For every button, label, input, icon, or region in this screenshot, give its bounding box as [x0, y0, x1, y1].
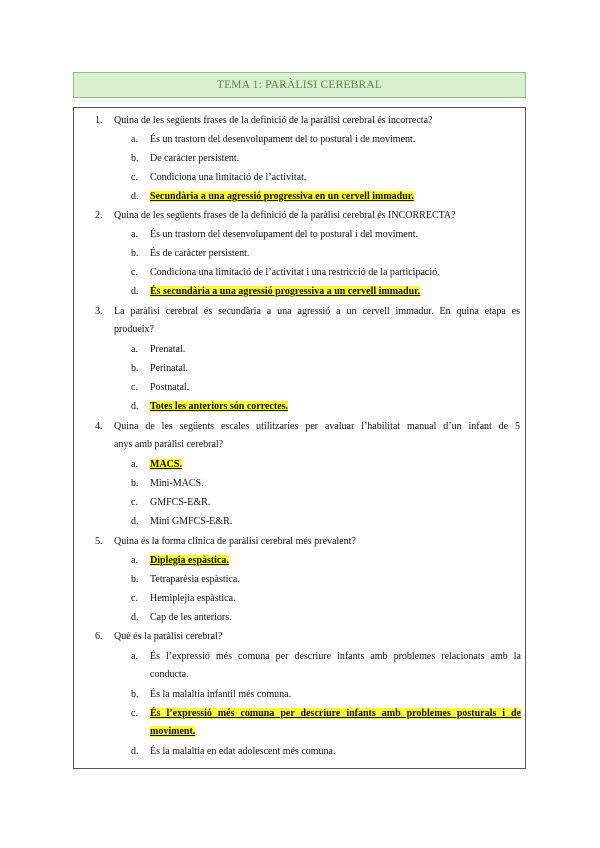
option-text: Mini GMFCS-E&R.: [150, 516, 233, 527]
option-letter: c.: [131, 497, 138, 508]
correct-answer: Diplegia espàstica.: [150, 555, 229, 566]
correct-answer: MACS.: [150, 459, 182, 470]
option-text: Mini-MACS.: [150, 478, 204, 489]
title-box: [73, 72, 526, 98]
option-letter: b.: [131, 363, 139, 374]
option-letter: d.: [131, 612, 139, 623]
page-title: TEMA 1: PARÀLISI CEREBRAL: [216, 79, 383, 91]
option-letter: d.: [131, 746, 139, 757]
option-letter: c.: [131, 382, 138, 393]
question-number: 2.: [95, 210, 103, 221]
option-letter: c.: [131, 708, 138, 719]
correct-answer: Totes les anteriors són correctes.: [150, 401, 289, 412]
question-number: 3.: [95, 306, 103, 317]
option-letter: a.: [131, 651, 138, 662]
question-number: 6.: [95, 631, 103, 642]
option-letter: d.: [131, 516, 139, 527]
option-text-line1: És l’expressió més comuna per descriure infants amb problemes relacionats amb la: [150, 651, 521, 662]
option-letter: b.: [131, 689, 139, 700]
option-text-line2: conducta.: [150, 669, 189, 680]
question-text: Quina de les següents frases de la definició de la paràlisi cerebral és INCORRECTA?: [114, 210, 456, 221]
option-text: De caràcter persistent.: [150, 153, 240, 164]
option-text: És de caràcter persistent.: [150, 248, 250, 259]
option-letter: d.: [131, 286, 139, 297]
option-text: Prenatal.: [150, 344, 186, 355]
option-text: És la malaltia infantil més comuna.: [150, 689, 292, 700]
option-letter: b.: [131, 478, 139, 489]
question-text: Quina és la forma clínica de paràlisi cerebral més prevalent?: [114, 536, 356, 547]
option-letter: c.: [131, 593, 138, 604]
option-text: És un trastorn del desenvolupament del to postural i del moviment.: [150, 229, 419, 240]
option-letter: c.: [131, 172, 138, 183]
option-text: Condiciona una limitació de l’activitat i una restricció de la participació.: [150, 267, 440, 278]
option-text: Condiciona una limitació de l’activitat.: [150, 172, 307, 183]
option-letter: b.: [131, 153, 139, 164]
option-text: Postnatal.: [150, 382, 190, 393]
question-text-line1: La paràlisi cerebral és secundària a una agressió a un cervell immadur. En quina etapa es: [114, 306, 520, 317]
option-letter: a.: [131, 555, 138, 566]
option-text: És un trastorn del desenvolupament del to postural i de moviment.: [150, 134, 416, 145]
correct-answer-line2: moviment.: [150, 726, 196, 737]
question-text: Quina de les següents frases de la definició de la paràlisi cerebral és incorrecta?: [114, 115, 433, 126]
option-letter: b.: [131, 248, 139, 259]
option-text: Hemiplejia espàstica.: [150, 593, 236, 604]
question-text-line1: Quina de les següents escales utilitzaries per avaluar l’habilitat manual d’un infant de 5: [114, 421, 520, 432]
question-text-line2: produeix?: [114, 324, 154, 335]
correct-answer: És secundària a una agressió progressiva a un cervell immadur.: [150, 286, 421, 297]
option-letter: a.: [131, 459, 138, 470]
option-letter: a.: [131, 229, 138, 240]
question-number: 4.: [95, 421, 103, 432]
option-letter: c.: [131, 267, 138, 278]
option-letter: d.: [131, 191, 139, 202]
option-letter: b.: [131, 574, 139, 585]
question-number: 1.: [95, 115, 103, 126]
correct-answer-line1: És l’expressió més comuna per descriure infants amb problemes posturals i de: [150, 708, 521, 719]
option-letter: a.: [131, 134, 138, 145]
question-text-line2: anys amb paràlisi cerebral?: [114, 439, 224, 450]
option-text: És la malaltia en edat adolescent més comuna.: [150, 746, 336, 757]
question-number: 5.: [95, 536, 103, 547]
option-text: Cap de les anteriors.: [150, 612, 232, 623]
option-text: Tetraparèsia espàstica.: [150, 574, 240, 585]
option-letter: d.: [131, 401, 139, 412]
option-text: GMFCS-E&R.: [150, 497, 211, 508]
correct-answer: Secundària a una agressió progressiva en un cervell immadur.: [150, 191, 414, 202]
option-letter: a.: [131, 344, 138, 355]
question-text: Què és la paràlisi cerebral?: [114, 631, 223, 642]
option-text: Perinatal.: [150, 363, 189, 374]
